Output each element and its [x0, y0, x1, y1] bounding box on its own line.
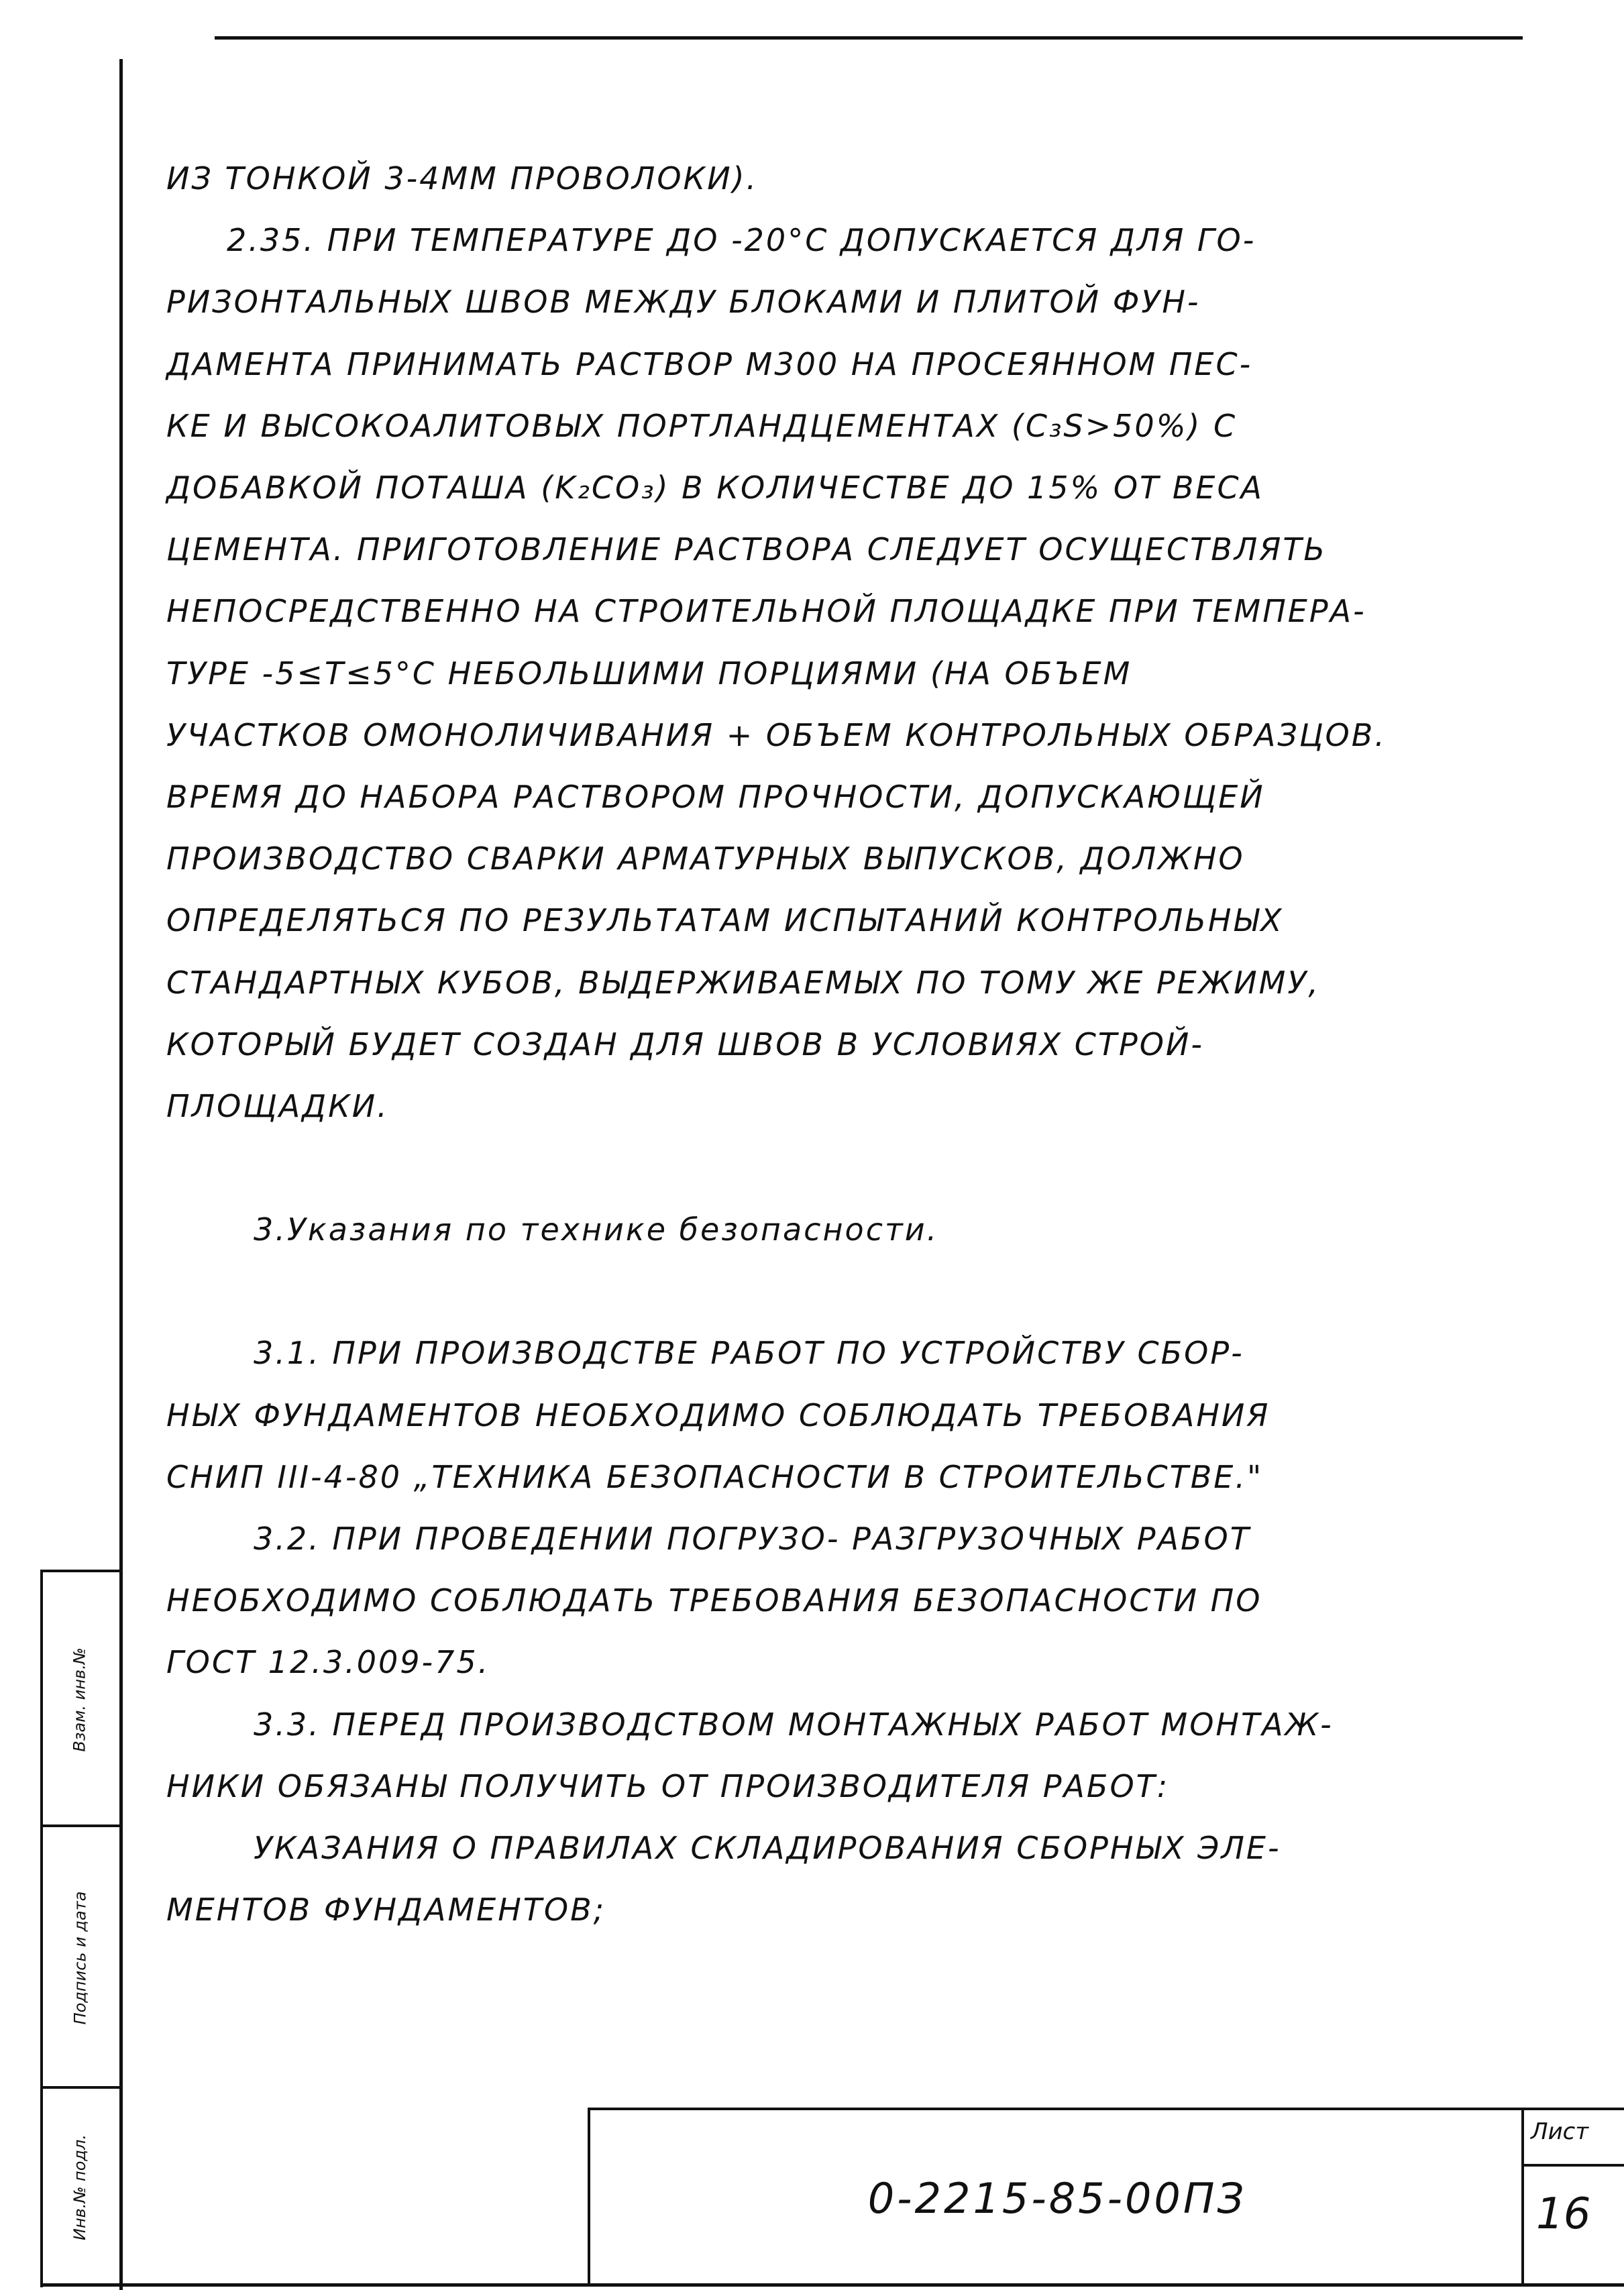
text-line: 2.35. ПРИ ТЕМПЕРАТУРЕ ДО -20°С ДОПУСКАЕТСЯ ДЛЯ ГО- — [227, 222, 1256, 259]
text-line: КОТОРЫЙ БУДЕТ СОЗДАН ДЛЯ ШВОВ В УСЛОВИЯХ СТРОЙ- — [166, 1026, 1204, 1062]
side-stamp-cell-original-inv — [40, 2086, 119, 2286]
sheet-number: 16 — [1536, 2189, 1591, 2239]
paragraph-gap — [166, 1137, 1595, 1199]
side-stamp-cell-signature-date — [40, 1824, 119, 2089]
text-line: 3.2. ПРИ ПРОВЕДЕНИИ ПОГРУЗО- РАЗГРУЗОЧНЫХ РАБОТ — [254, 1521, 1251, 1558]
text-line: НЫХ ФУНДАМЕНТОВ НЕОБХОДИМО СОБЛЮДАТЬ ТРЕБОВАНИЯ — [166, 1397, 1270, 1433]
text-line: КЕ И ВЫСОКОАЛИТОВЫХ ПОРТЛАНДЦЕМЕНТАХ (С₃S>50%) С — [166, 407, 1238, 444]
text-line: НЕПОСРЕДСТВЕННО НА СТРОИТЕЛЬНОЙ ПЛОЩАДКЕ ПРИ ТЕМПЕРА- — [166, 593, 1366, 630]
sheet-number-box — [1521, 2108, 1624, 2286]
text-line: ИЗ ТОНКОЙ 3-4ММ ПРОВОЛОКИ). — [166, 160, 759, 197]
text-line: ВРЕМЯ ДО НАБОРА РАСТВОРОМ ПРОЧНОСТИ, ДОПУСКАЮЩЕЙ — [166, 779, 1265, 816]
text-line: ДОБАВКОЙ ПОТАША (K₂CO₃) В КОЛИЧЕСТВЕ ДО 15% ОТ ВЕСА — [166, 470, 1264, 506]
text-line: ГОСТ 12.3.009-75. — [166, 1644, 490, 1681]
text-line: РИЗОНТАЛЬНЫХ ШВОВ МЕЖДУ БЛОКАМИ И ПЛИТОЙ ФУН- — [166, 284, 1201, 321]
left-margin-line — [119, 59, 123, 2290]
text-line: НЕОБХОДИМО СОБЛЮДАТЬ ТРЕБОВАНИЯ БЕЗОПАСНОСТИ ПО — [166, 1582, 1262, 1619]
side-stamp-label: Инв.№ подл. — [70, 2134, 90, 2240]
text-line: СТАНДАРТНЫХ КУБОВ, ВЫДЕРЖИВАЕМЫХ ПО ТОМУ ЖЕ РЕЖИМУ, — [166, 964, 1321, 1001]
sheet-label: Лист — [1531, 2118, 1589, 2145]
top-rule — [215, 36, 1523, 40]
text-line: УКАЗАНИЯ О ПРАВИЛАХ СКЛАДИРОВАНИЯ СБОРНЫХ ЭЛЕ- — [254, 1830, 1281, 1867]
text-line: УЧАСТКОВ ОМОНОЛИЧИВАНИЯ + ОБЪЕМ КОНТРОЛЬНЫХ ОБРАЗЦОВ. — [166, 716, 1387, 753]
side-stamp-cell-replacement-inv — [40, 1570, 119, 1827]
page-body — [166, 148, 1595, 1941]
text-line: ДАМЕНТА ПРИНИМАТЬ РАСТВОР М300 НА ПРОСЕЯННОМ ПЕС- — [166, 345, 1253, 382]
text-line: СНИП III-4-80 „ТЕХНИКА БЕЗОПАСНОСТИ В СТРОИТЕЛЬСТВЕ." — [166, 1458, 1264, 1495]
text-line: МЕНТОВ ФУНДАМЕНТОВ; — [166, 1892, 606, 1928]
text-line: ПЛОЩАДКИ. — [166, 1088, 389, 1125]
title-block — [588, 2108, 1524, 2286]
text-line: 3.1. ПРИ ПРОИЗВОДСТВЕ РАБОТ ПО УСТРОЙСТВУ СБОР- — [254, 1335, 1244, 1372]
section-heading: 3.Указания по технике безопасности. — [254, 1211, 939, 1248]
text-line: НИКИ ОБЯЗАНЫ ПОЛУЧИТЬ ОТ ПРОИЗВОДИТЕЛЯ РАБОТ: — [166, 1767, 1170, 1804]
text-line: 3.3. ПЕРЕД ПРОИЗВОДСТВОМ МОНТАЖНЫХ РАБОТ МОНТАЖ- — [254, 1706, 1334, 1743]
sheet-divider — [1524, 2164, 1624, 2167]
side-stamp-label: Взам. инв.№ — [70, 1647, 90, 1752]
text-line: ТУРЕ -5≤T≤5°С НЕБОЛЬШИМИ ПОРЦИЯМИ (НА ОБЪЕМ — [166, 655, 1132, 692]
text-line: ПРОИЗВОДСТВО СВАРКИ АРМАТУРНЫХ ВЫПУСКОВ, ДОЛЖНО — [166, 840, 1245, 877]
text-line: ЦЕМЕНТА. ПРИГОТОВЛЕНИЕ РАСТВОРА СЛЕДУЕТ ОСУЩЕСТВЛЯТЬ — [166, 531, 1327, 568]
side-stamp-label: Подпись и дата — [70, 1891, 90, 2025]
text-line: ОПРЕДЕЛЯТЬСЯ ПО РЕЗУЛЬТАТАМ ИСПЫТАНИЙ КОНТРОЛЬНЫХ — [166, 902, 1284, 939]
document-code: 0-2215-85-00ПЗ — [867, 2173, 1247, 2223]
paragraph-gap — [166, 1260, 1595, 1322]
